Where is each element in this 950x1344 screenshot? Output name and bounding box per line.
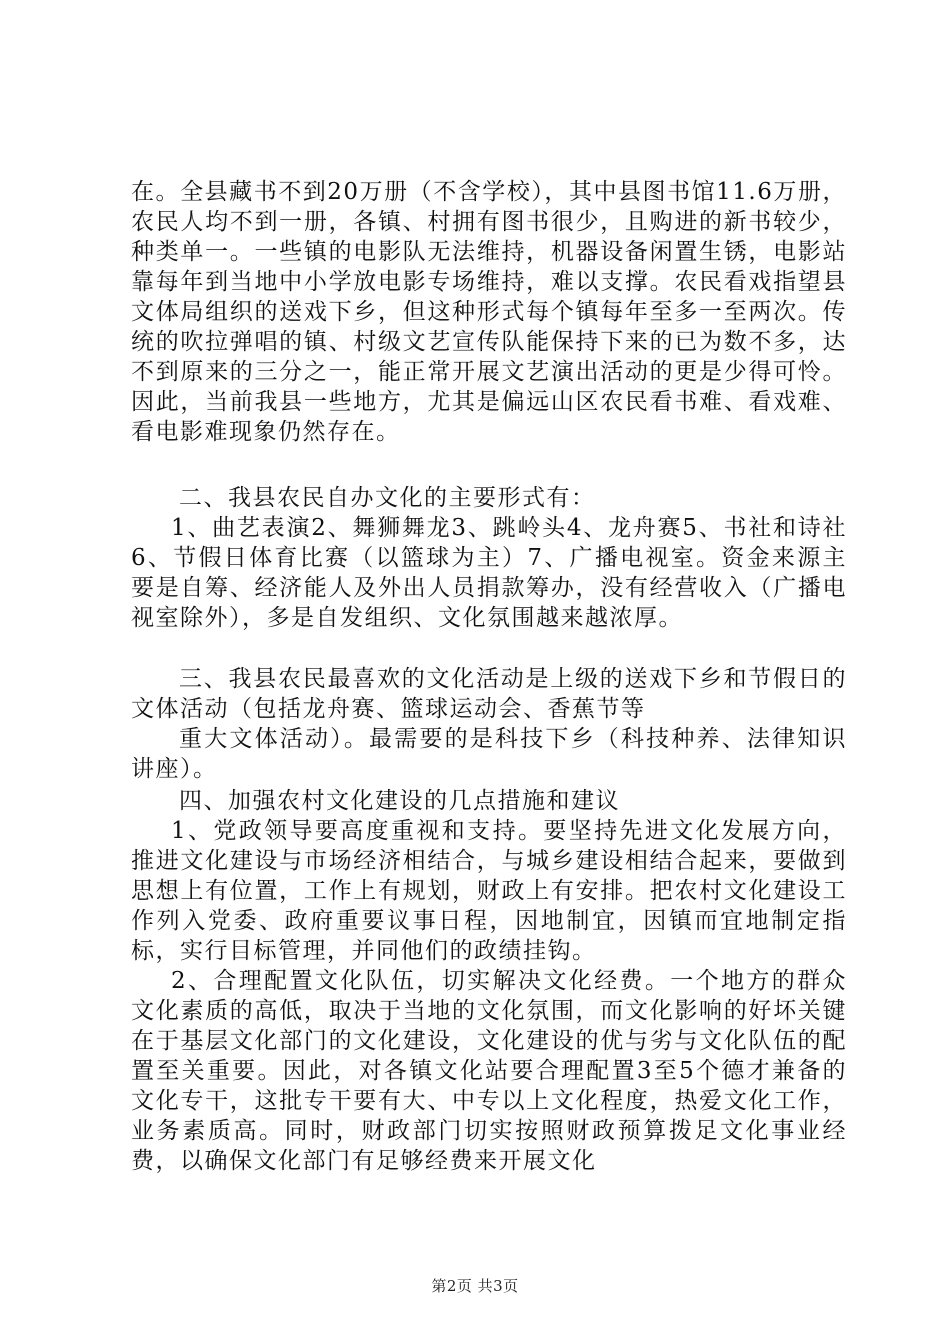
paragraph-folk-culture-forms: 1、曲艺表演2、舞狮舞龙3、跳岭头4、龙舟赛5、书社和诗社6、节假日体育比赛（以篮球为主）7、广播电视室。资金来源主要是自筹、经济能人及外出人员捐款筹办，没有经营收入（广播电视室除外），多是自发组织、文化氛围越来越浓厚。: [131, 515, 847, 631]
heading-section-two: 二、我县农民自办文化的主要形式有：: [179, 485, 596, 511]
paragraph-measure-two: 2、合理配置文化队伍，切实解决文化经费。一个地方的群众文化素质的高低，取决于当地的文化氛围，而文化影响的好坏关键在于基层文化部门的文化建设，文化建设的优与劣与文化队伍的配置至关重要。因此，对各镇文化站要合理配置3至5个德才兼备的文化专干，这批专干要有大、中专以上文化程度，热爱文化工作，业务素质高。同时，财政部门切实按照财政预算拨足文化事业经费，以确保文化部门有足够经费来开展文化: [131, 968, 847, 1174]
paragraph-measure-one: 1、党政领导要高度重视和支持。要坚持先进文化发展方向，推进文化建设与市场经济相结合，与城乡建设相结合起来，要做到思想上有位置，工作上有规划，财政上有安排。把农村文化建设工作列入党委、政府重要议事日程，因地制宜，因镇而宜地制定指标，实行目标管理，并同他们的政绩挂钩。: [131, 818, 847, 964]
paragraph-library-status: 在。全县藏书不到20万册（不含学校），其中县图书馆11.6万册，农民人均不到一册，各镇、村拥有图书很少，且购进的新书较少，种类单一。一些镇的电影队无法维持，机器设备闲置生锈，电影站靠每年到当地中小学放电影专场维持，难以支撑。农民看戏指望县文体局组织的送戏下乡，但这种形式每个镇每年至多一至两次。传统的吹拉弹唱的镇、村级文艺宣传队能保持下来的已为数不多，达不到原来的三分之一，能正常开展文艺演出活动的更是少得可怜。因此，当前我县一些地方，尤其是偏远山区农民看书难、看戏难、看电影难现象仍然存在。: [131, 179, 847, 445]
heading-section-four: 四、加强农村文化建设的几点措施和建议: [179, 788, 620, 814]
page-footer: 第2页 共3页: [431, 1277, 519, 1295]
paragraph-favorite-activities: 三、我县农民最喜欢的文化活动是上级的送戏下乡和节假日的文体活动（包括龙舟赛、篮球运动会、香蕉节等: [131, 666, 847, 722]
paragraph-most-needed: 重大文体活动）。最需要的是科技下乡（科技种养、法律知识讲座）。: [131, 726, 847, 782]
